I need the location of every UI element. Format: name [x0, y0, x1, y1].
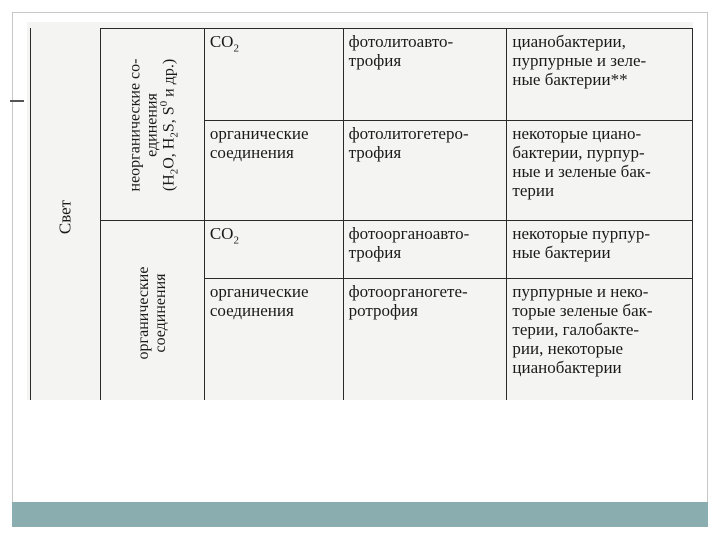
scanned-table-image	[27, 22, 693, 400]
carbon-source-cell: органические соединения	[204, 279, 343, 401]
carbon-source-cell: $CO_2$	[204, 29, 343, 121]
organisms-cell: некоторые циано- бактерии, пурпур- ные и зеленые бак- терии	[507, 121, 693, 221]
organic-label-line1: органические	[135, 266, 153, 359]
carbon-source-cell: $CO_2$	[204, 221, 343, 279]
organisms-cell: пурпурные и неко- торые зеленые бак- терии, галобакте- рии, некоторые цианобактерии	[507, 279, 693, 401]
nutrition-type-cell: фотолитоавто- трофия	[343, 29, 507, 121]
table-row	[31, 221, 693, 279]
inorganic-donor-cell	[100, 29, 204, 221]
table-row	[31, 29, 693, 121]
nutrition-type-cell: фотолитогетеро- трофия	[343, 121, 507, 221]
organic-donor-cell	[100, 221, 204, 401]
organisms-cell: цианобактерии, пурпурные и зеле- ные бактерии**	[507, 29, 693, 121]
carbon-source-cell: органические соединения	[204, 121, 343, 221]
light-label: Свет	[55, 199, 75, 234]
inorganic-formula: ($H_2O$, $H_2S$, $S^0$ и др.)	[158, 58, 181, 191]
nutrition-type-cell: фотоорганогете- ротрофия	[343, 279, 507, 401]
light-energy-cell	[31, 29, 101, 401]
edge-mark	[10, 100, 24, 102]
nutrition-type-cell: фотоорганоавто- трофия	[343, 221, 507, 279]
organisms-cell: некоторые пурпур- ные бактерии	[507, 221, 693, 279]
footer-bar	[12, 502, 708, 527]
organic-label-line2: соединения	[152, 272, 170, 353]
nutrition-types-table	[30, 28, 693, 400]
inorganic-label-line2: единения	[143, 92, 161, 157]
inorganic-label-line1: неорганические со-	[126, 58, 144, 191]
